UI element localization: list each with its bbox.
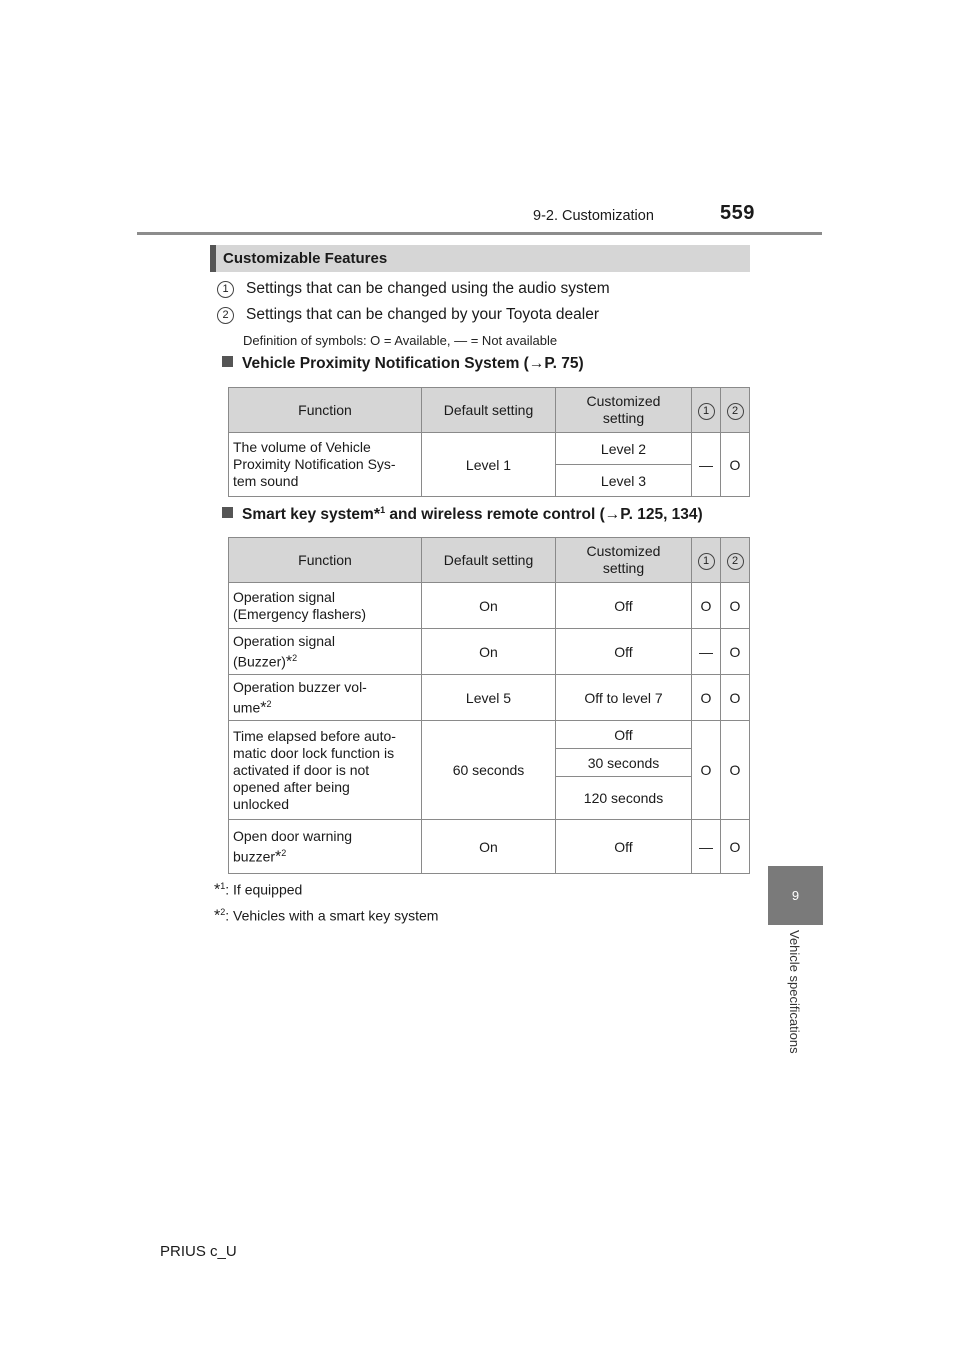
chapter-label — [768, 930, 823, 1080]
function-cell: Operation signal (Buzzer)*$^2$ — [229, 629, 422, 675]
availability-cell-2: O — [721, 433, 750, 497]
arrow-icon: → — [528, 355, 545, 372]
legend-item-1-text: Settings that can be changed using the audio system — [246, 280, 610, 297]
page-number: 559 — [720, 202, 755, 224]
circled-number-1-icon: 1 — [698, 403, 715, 420]
square-bullet-icon — [222, 507, 233, 518]
availability-cell-2: O — [721, 629, 750, 675]
circled-number-2-icon: 2 — [727, 403, 744, 420]
custom-cell: Level 3 — [556, 465, 692, 497]
availability-cell-1: O — [692, 721, 721, 820]
default-cell: On — [422, 820, 556, 874]
circled-number-1-icon: 1 — [698, 553, 715, 570]
section-heading-proximity: Vehicle Proximity Notification System (→P. 75) — [222, 355, 584, 373]
header-col-2 — [721, 538, 750, 583]
function-cell: Operation signal (Emergency flashers) — [229, 583, 422, 629]
circled-number-2-icon: 2 — [727, 553, 744, 570]
arrow-icon: → — [604, 506, 621, 524]
availability-cell-2: O — [721, 820, 750, 874]
availability-cell-1: O — [692, 583, 721, 629]
function-cell: Open door warning buzzer*$^2$ — [229, 820, 422, 874]
custom-cell: Off — [556, 583, 692, 629]
table-header-row — [229, 538, 750, 583]
section-heading-smart-key: Smart key system*$^1$ and wireless remote control (→P. 125, 134) — [222, 505, 703, 524]
table-row — [229, 820, 750, 874]
legend-item-2 — [217, 306, 599, 324]
function-cell: Time elapsed before auto- matic door lock function is activated if door is not opened after being unlocked — [229, 721, 422, 820]
default-cell: On — [422, 629, 556, 675]
section-title: 9-2. Customization — [533, 208, 654, 224]
footer-model: PRIUS c_U — [160, 1243, 237, 1260]
header-function: Function — [229, 538, 422, 583]
custom-cell: Off — [556, 629, 692, 675]
table-row — [229, 583, 750, 629]
availability-cell-1: O — [692, 675, 721, 721]
function-cell: Operation buzzer vol- ume*$^2$ — [229, 675, 422, 721]
function-cell: The volume of Vehicle Proximity Notification Sys- tem sound — [229, 433, 422, 497]
availability-cell-2: O — [721, 721, 750, 820]
custom-cell: Level 2 — [556, 433, 692, 465]
chapter-tab: 9 — [768, 866, 823, 925]
availability-cell-2: O — [721, 583, 750, 629]
default-cell: On — [422, 583, 556, 629]
custom-cell: Off — [556, 820, 692, 874]
header-col-1 — [692, 388, 721, 433]
custom-cell: Off — [556, 721, 692, 749]
square-bullet-icon — [222, 356, 233, 367]
footnote-1: *$^1$: If equipped — [214, 881, 303, 899]
table-header-row — [229, 388, 750, 433]
section-banner — [210, 245, 750, 272]
legend-item-1 — [217, 280, 610, 298]
availability-cell-1: — — [692, 820, 721, 874]
header-default: Default setting — [422, 538, 556, 583]
header-rule — [137, 232, 822, 235]
symbol-definition: Definition of symbols: O = Available, — = Not available — [243, 333, 558, 348]
legend-item-2-text: Settings that can be changed by your Toyota dealer — [246, 306, 600, 323]
circled-number-1-icon: 1 — [217, 281, 234, 298]
table-row — [229, 675, 750, 721]
header-col-1 — [692, 538, 721, 583]
table-row — [229, 433, 750, 465]
header-customized: Customized setting — [556, 388, 692, 433]
banner-accent-bar — [210, 245, 216, 272]
table-row — [229, 721, 750, 749]
default-cell: Level 1 — [422, 433, 556, 497]
banner-title: Customizable Features — [223, 250, 388, 267]
custom-cell: 30 seconds — [556, 749, 692, 777]
default-cell: 60 seconds — [422, 721, 556, 820]
chapter-label-text: Vehicle specifications — [786, 930, 802, 1054]
table-smart-key — [228, 537, 750, 874]
default-cell: Level 5 — [422, 675, 556, 721]
availability-cell-1: — — [692, 433, 721, 497]
circled-number-2-icon: 2 — [217, 307, 234, 324]
table-proximity-notification — [228, 387, 750, 497]
footnote-2: *$^2$: Vehicles with a smart key system — [214, 907, 439, 925]
header-col-2 — [721, 388, 750, 433]
table-row — [229, 629, 750, 675]
header-customized: Customized setting — [556, 538, 692, 583]
custom-cell: Off to level 7 — [556, 675, 692, 721]
header-default: Default setting — [422, 388, 556, 433]
availability-cell-1: — — [692, 629, 721, 675]
custom-cell: 120 seconds — [556, 777, 692, 820]
availability-cell-2: O — [721, 675, 750, 721]
header-function: Function — [229, 388, 422, 433]
